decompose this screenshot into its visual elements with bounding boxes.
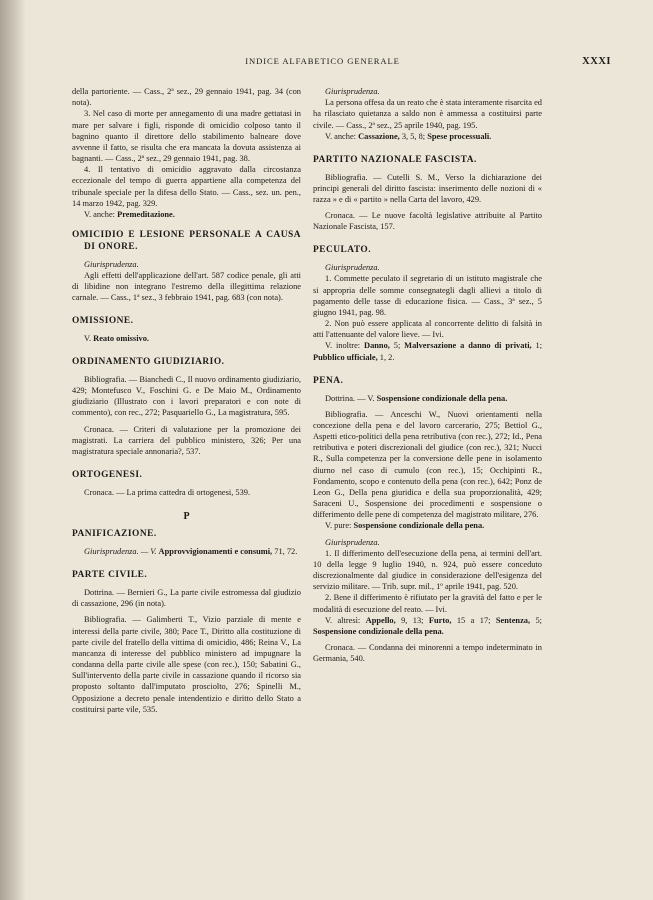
ref-target: Sentenza,: [495, 615, 531, 625]
bibliography-text: Bibliografia. — Bianchedi C., Il nuovo ordinamento giudiziario, 429; Montefusco V., Foschini G. e De Maio M., Ordinamento giudiziario (Illustrato con i lavori preparatori e con note di commento), con rec., 272; Pasquariello G., La magistratura, 595.: [72, 374, 301, 418]
section-label: Giurisprudenza.: [325, 537, 380, 547]
ref-prefix: V. pure:: [325, 521, 354, 531]
section-label: Giurisprudenza.: [325, 87, 380, 96]
entry-text: 1. Commette peculato il segretario di un istituto magistrale che si appropria delle somme consegnategli dagli allievi a titolo di pagamento delle tasse di educazione fisica. — Cass., 3ª sez., 5 giugno 1941, pag. 98.: [313, 274, 542, 317]
ref-target: Danno,: [364, 341, 390, 351]
ref-pages: 3, 5, 8;: [399, 131, 428, 141]
ref-target: Furto,: [428, 615, 452, 625]
entry-heading-ordinamento: ORDINAMENTO GIUDIZIARIO.: [72, 357, 225, 368]
ref-target: Approvvigionamenti e consumi,: [158, 547, 273, 557]
entry-text: 4. Il tentativo di omicidio aggravato dalla circostanza eccezionale del tempo di guerra appartiene alla competenza del tribunale speciale per la difesa dello Stato. — Cass., sez. un. pen., 14 marzo 1942, pag. 329.: [72, 165, 301, 208]
entry-text: della partoriente. — Cass., 2ª sez., 29 gennaio 1941, pag. 34 (con nota).: [72, 87, 301, 108]
ref-target: Premeditazione.: [117, 209, 175, 219]
cross-reference: [72, 209, 301, 220]
entry-heading-omissione: OMISSIONE.: [72, 316, 134, 327]
running-header: [72, 56, 611, 70]
cross-reference: [72, 546, 301, 557]
entry-heading-parte-civile: PARTE CIVILE.: [72, 570, 148, 581]
ref-target: Spese processuali.: [427, 131, 492, 141]
cross-reference: [313, 520, 542, 531]
ref-pages: 9, 13;: [395, 615, 429, 625]
chronicle-text: Cronaca. — Condanna dei minorenni a tempo indeterminato in Germania, 540.: [313, 643, 542, 664]
page-number: XXXI: [582, 56, 611, 67]
cross-reference: [313, 340, 542, 362]
ref-target: Malversazione a danno di privati,: [404, 341, 532, 351]
ref-prefix: V. inoltre:: [325, 341, 365, 351]
ref-prefix: V. anche:: [84, 209, 118, 219]
entry-text: 1. Il differimento dell'esecuzione della pena, ai termini dell'art. 10 della legge 9 luglio 1940, n. 924, può essere conceduto discrezionalmente dal giudice in considerazione dell'esigenza del servizio militare. — Trib. supr. mil., 1º aprile 1941, pag. 520.: [313, 548, 542, 592]
ref-pages: 5;: [389, 341, 405, 351]
chronicle-text: Cronaca. — Le nuove facoltà legislative attribuite al Partito Nazionale Fascista, 157.: [313, 211, 542, 232]
entry-heading-peculato: PECULATO.: [313, 245, 372, 256]
entry-text: Agli effetti dell'applicazione dell'art. 587 codice penale, gli atti di libidine non integrano l'estremo della illegittima relazione carnale. — Cass., 1ª sez., 3 febbraio 1941, pag. 683 (con nota).: [72, 270, 301, 303]
ref-prefix: V.: [84, 334, 94, 343]
binding-shadow: [0, 0, 26, 900]
ref-target: Sospensione condizionale della pena.: [313, 626, 444, 636]
ref-target: Sospensione condizionale della pena.: [376, 393, 508, 403]
ref-target: Appello,: [365, 615, 396, 625]
ref-target: Cassazione,: [358, 131, 400, 141]
section-label: Giurisprudenza.: [84, 259, 139, 269]
ref-target: Sospensione condizionale della pena.: [353, 521, 485, 531]
ref-prefix: V. anche:: [325, 131, 359, 141]
ref-prefix: V. altresì:: [325, 615, 366, 625]
entry-text: La persona offesa da un reato che è stata interamente risarcita ed ha rilasciato quietanza a saldo non è ammessa a costituirsi parte civile. — Cass., 2ª sez., 25 aprile 1940, pag. 195.: [313, 98, 542, 130]
entry-heading-ortogenesi: ORTOGENESI.: [72, 470, 143, 481]
cross-reference: [313, 615, 542, 637]
ref-prefix: Giurisprudenza. — V.: [84, 547, 159, 557]
chronicle-text: Cronaca. — Criteri di valutazione per la promozione dei magistrati. La carriera del pubblico ministero, 326; Per una magistratura speciale annonaria?, 537.: [72, 424, 301, 456]
ref-pages: 1, 2.: [377, 352, 395, 362]
section-letter: P: [183, 511, 190, 523]
doctrine-text: [313, 393, 542, 404]
entry-heading-omicidio: OMICIDIO E LESIONE PERSONALE A CAUSA DI ONORE.: [72, 230, 301, 252]
cross-reference: [72, 333, 301, 344]
bibliography-text: Bibliografia. — Cutelli S. M., Verso la dichiarazione dei principi generali del diritto fascista: inserimento delle nozioni di « razza » e di « partito » nella Carta del lavoro, 429.: [313, 172, 542, 204]
right-column: [313, 86, 542, 664]
bibliography-text: Bibliografia. — Galimberti T., Vizio parziale di mente e interessi della parte civile, 380; Pace T., Diritto alla costituzione di parte civile del fratello della vittima di omicidio, 486; Reina V., La mancanza di interesse del pubblico ministero ad impugnare la condanna della parte civile alle spese (con rec.), 150; Sabatini G., Sull'intervento della parte civile in cassazione quando il ricorso sia proposto soltanto dall'imputato prosciolto, 276; Spinelli M., Opposizione a decreto penale intendentizio e diritto dello Stato a costituirsi parte vile, 535.: [72, 615, 301, 714]
ref-pages: 15 a 17;: [451, 615, 496, 625]
section-label: Giurisprudenza.: [325, 263, 380, 273]
cross-reference: [313, 131, 542, 142]
ref-target: Pubblico ufficiale,: [313, 352, 378, 362]
ref-pages: 5;: [530, 615, 543, 625]
ref-prefix: Dottrina. — V.: [325, 393, 377, 403]
ref-pages: 71, 72.: [272, 547, 298, 557]
entry-heading-panificazione: PANIFICAZIONE.: [72, 529, 157, 540]
entry-heading-partito: PARTITO NAZIONALE FASCISTA.: [313, 154, 477, 165]
chronicle-text: Cronaca. — La prima cattedra di ortogenesi, 539.: [84, 487, 251, 497]
entry-text: 3. Nel caso di morte per annegamento di una madre gettatasi in mare per salvare i figli, risponde di omicidio colposo tanto il bagnino quanto il direttore dello stabilimento balneare dove avvenne il fatto, se risulta che era mancata la dovuta assistenza ai bagnanti. — Cass., 2ª sez., 29 gennaio 1941, pag. 38.: [72, 109, 301, 164]
entry-text: 2. Non può essere applicata al concorrente delitto di falsità in atti l'attenuante del valore lieve. — Ivi.: [313, 319, 542, 340]
ref-target: Reato omissivo.: [93, 334, 149, 343]
header-title: INDICE ALFABETICO GENERALE: [245, 56, 400, 66]
doctrine-text: Dottrina. — Bernieri G., La parte civile estromessa dal giudizio di cassazione, 296 (in nota).: [72, 588, 301, 609]
left-column: [72, 86, 301, 715]
ref-pages: 1;: [531, 341, 543, 351]
entry-text: 2. Bene il differimento è rifiutato per la gravità del fatto e per le modalità di esecuzione del reato. — Ivi.: [313, 593, 542, 614]
bibliography-text: Bibliografia. — Anceschi W., Nuovi orientamenti nella concezione della pena e del lavoro carcerario, 275; Bettiol G., Aspetti etico-politici della pena retributiva (con rec.), 272; Id., Pena retributiva e poteri discrezionali del giudice (con rec.), 321; Nucci R., Sulla competenza per la conversione delle pene in isolamento diurno nel caso di cumulo (con rec.), 15; Occhipinti R., Fondamento, scopo e contenuto della pena (con rec.), 642; Ponz de Leon G., Della pena giuridica e della sua proporzionalità, 429; Saraceni U., Sospensione dei procedimenti e sospensione o differimento delle pene di competenza del magistrato militare, 276.: [313, 409, 542, 520]
entry-heading-pena: PENA.: [313, 375, 344, 386]
